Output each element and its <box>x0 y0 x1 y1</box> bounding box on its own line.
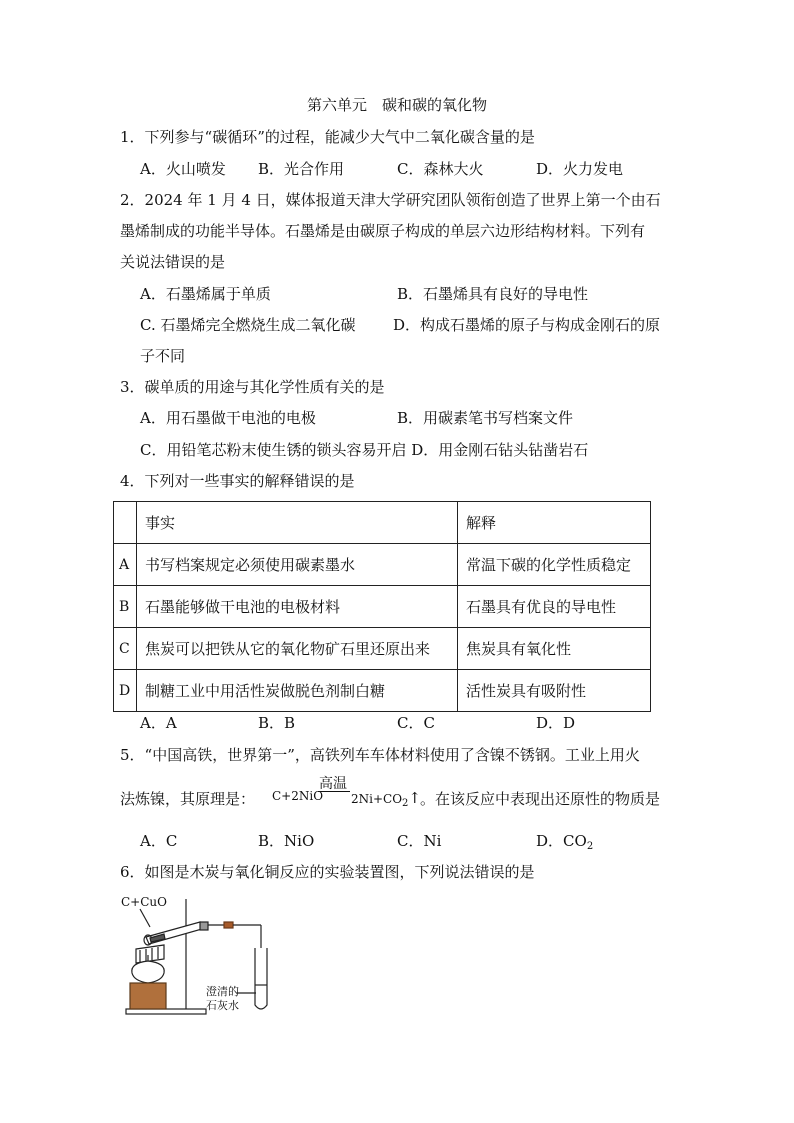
q2-option-c: C. 石墨烯完全燃烧生成二氧化碳 <box>140 316 356 334</box>
table-cell-fact: 焦炭可以把铁从它的氧化物矿石里还原出来 <box>137 628 458 670</box>
q5-option-b: B．NiO <box>258 832 315 850</box>
q1-option-d: D．火力发电 <box>536 160 624 178</box>
q4-option-c: C．C <box>397 714 435 732</box>
equation-reactants: C+2NiO <box>272 789 324 803</box>
reactant-label: C+CuO <box>121 895 167 909</box>
table-header-row <box>114 502 651 544</box>
table-row <box>114 544 651 586</box>
apparatus-figure <box>118 893 283 1018</box>
table-cell-key: A <box>114 544 137 586</box>
q6-stem: 6．如图是木炭与氧化铜反应的实验装置图，下列说法错误的是 <box>120 863 535 881</box>
q1-stem: 1．下列参与“碳循环”的过程，能减少大气中二氧化碳含量的是 <box>120 128 535 146</box>
q4-option-a: A．A <box>140 714 177 732</box>
table-cell-explanation: 活性炭具有吸附性 <box>458 670 651 712</box>
q4-option-b: B．B <box>258 714 296 732</box>
table-header-key <box>114 502 137 544</box>
equation-products: $2Ni+CO_2↑$ <box>351 789 421 809</box>
table-cell-explanation: 焦炭具有氧化性 <box>458 628 651 670</box>
facts-table <box>113 501 651 712</box>
q5-line-2-prefix: 法炼镍，其原理是： <box>120 790 256 808</box>
table-cell-fact: 制糖工业中用活性炭做脱色剂制白糖 <box>137 670 458 712</box>
apparatus-drawing <box>118 893 283 1018</box>
q5-option-a: A．C <box>140 832 178 850</box>
q2-stem-line-2: 墨烯制成的功能半导体。石墨烯是由碳原子构成的单层六边形结构材料。下列有 <box>120 222 646 240</box>
q1-option-a: A．火山喷发 <box>140 160 226 178</box>
q2-option-d-continued: 子不同 <box>140 347 186 365</box>
q3-option-c-d: C．用铅笔芯粉末使生锈的锁头容易开启 D．用金刚石钻头钻凿岩石 <box>140 441 589 459</box>
q2-option-a: A．石墨烯属于单质 <box>140 285 271 303</box>
q4-stem: 4．下列对一些事实的解释错误的是 <box>120 472 355 490</box>
q5-option-c: C．Ni <box>397 832 442 850</box>
table-row <box>114 586 651 628</box>
table-cell-key: D <box>114 670 137 712</box>
q3-option-a: A．用石墨做干电池的电极 <box>140 409 316 427</box>
q2-option-d: D．构成石墨烯的原子与构成金刚石的原 <box>393 316 661 334</box>
table-cell-fact: 石墨能够做干电池的电极材料 <box>137 586 458 628</box>
equation-bar <box>318 791 350 792</box>
table-cell-explanation: 常温下碳的化学性质稳定 <box>458 544 651 586</box>
limewater-label-line-1: 澄清的 <box>206 985 239 998</box>
q4-option-d: D．D <box>536 714 576 732</box>
equation-condition: 高温 <box>319 776 347 792</box>
q2-stem-line-1: 2．2024 年 1 月 4 日，媒体报道天津大学研究团队领衔创造了世界上第一个由石 <box>120 191 661 209</box>
q1-option-c: C．森林大火 <box>397 160 484 178</box>
table-row <box>114 670 651 712</box>
q2-option-b: B．石墨烯具有良好的导电性 <box>397 285 589 303</box>
table-cell-key: C <box>114 628 137 670</box>
q5-line-2-suffix: 。在该反应中表现出还原性的物质是 <box>420 790 661 808</box>
q2-stem-line-3: 关说法错误的是 <box>120 253 226 271</box>
table-row <box>114 628 651 670</box>
table-header-fact: 事实 <box>137 502 458 544</box>
chemical-equation <box>272 775 432 809</box>
table-header-explanation: 解释 <box>458 502 651 544</box>
table-cell-explanation: 石墨具有优良的导电性 <box>458 586 651 628</box>
table-cell-fact: 书写档案规定必须使用碳素墨水 <box>137 544 458 586</box>
q5-option-d: D．$CO_2$ <box>536 832 594 852</box>
q5-stem: 5．“中国高铁，世界第一”，高铁列车车体材料使用了含镍不锈钢。工业上用火 <box>120 746 640 764</box>
table-cell-key: B <box>114 586 137 628</box>
q1-option-b: B．光合作用 <box>258 160 345 178</box>
limewater-label-line-2: 石灰水 <box>206 999 239 1012</box>
q3-stem: 3．碳单质的用途与其化学性质有关的是 <box>120 378 385 396</box>
q3-option-b: B．用碳素笔书写档案文件 <box>397 409 574 427</box>
page-title: 第六单元 碳和碳的氧化物 <box>306 96 487 114</box>
